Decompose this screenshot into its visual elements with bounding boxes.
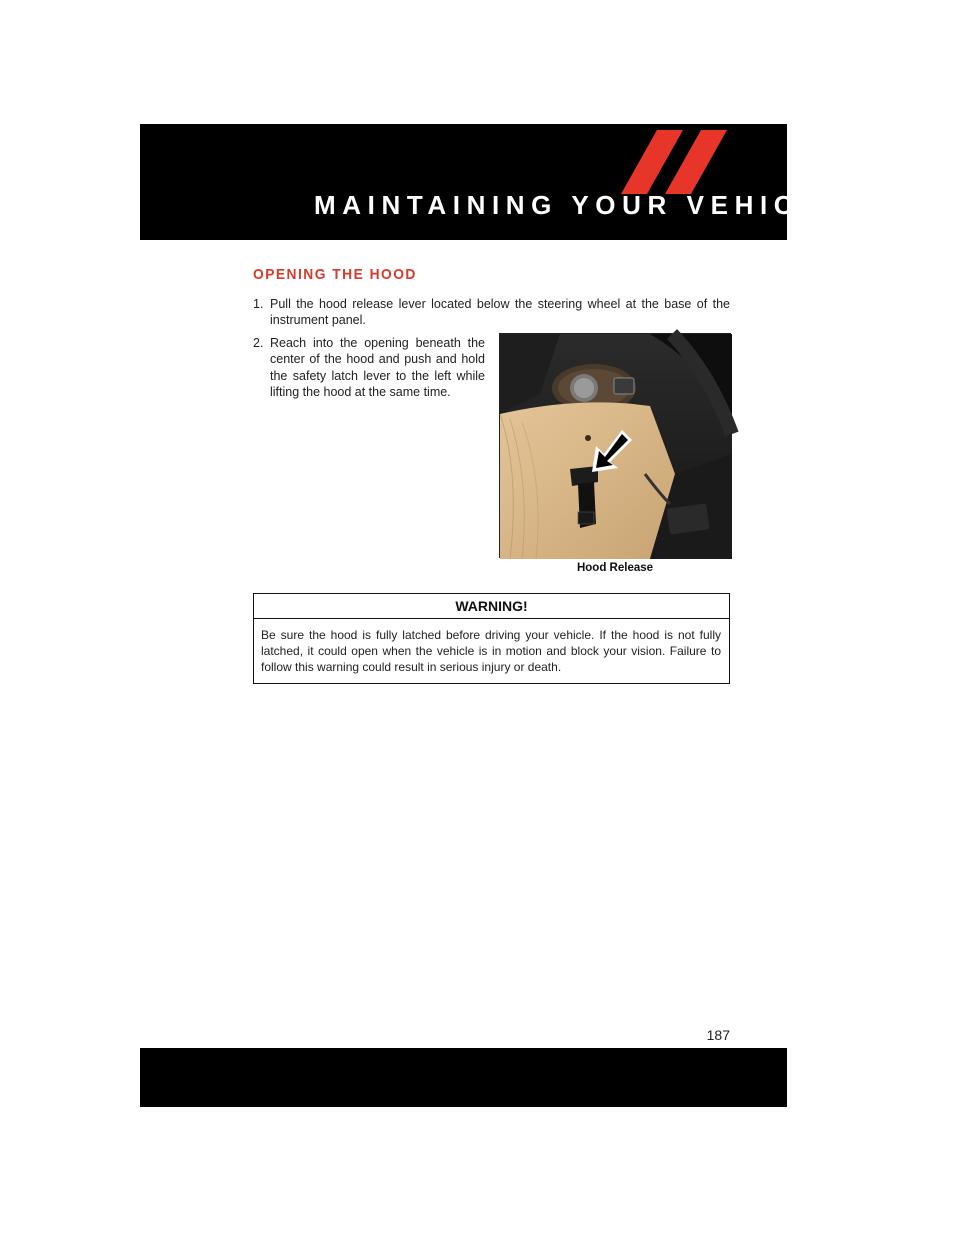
warning-box	[253, 593, 730, 684]
list-item	[253, 335, 485, 401]
warning-text: Be sure the hood is fully latched before driving your vehicle. If the hood is not fully latched, it could open when the vehicle is in motion and block your vision. Failure to follow this warning could result in serious injury or death.	[261, 628, 721, 674]
chapter-title: MAINTAINING YOUR VEHICLE	[314, 190, 846, 220]
page-number: 187	[706, 1027, 730, 1043]
list-item	[253, 296, 730, 329]
step-text: Pull the hood release lever located below the steering wheel at the base of the instrument panel.	[270, 297, 730, 328]
header-band	[140, 124, 846, 240]
racing-stripes-logo	[621, 130, 731, 194]
warning-title: WARNING!	[254, 594, 729, 619]
hood-release-photo	[499, 333, 731, 558]
figure-caption: Hood Release	[576, 562, 654, 574]
section-heading: OPENING THE HOOD	[253, 266, 417, 283]
step-text: Reach into the opening beneath the center of the hood and push and hold the safety latch lever to the left while lifting the hood at the same time.	[270, 336, 485, 400]
footer-band	[140, 1048, 787, 1107]
step-number: 2.	[253, 336, 264, 350]
step-number: 1.	[253, 297, 264, 311]
